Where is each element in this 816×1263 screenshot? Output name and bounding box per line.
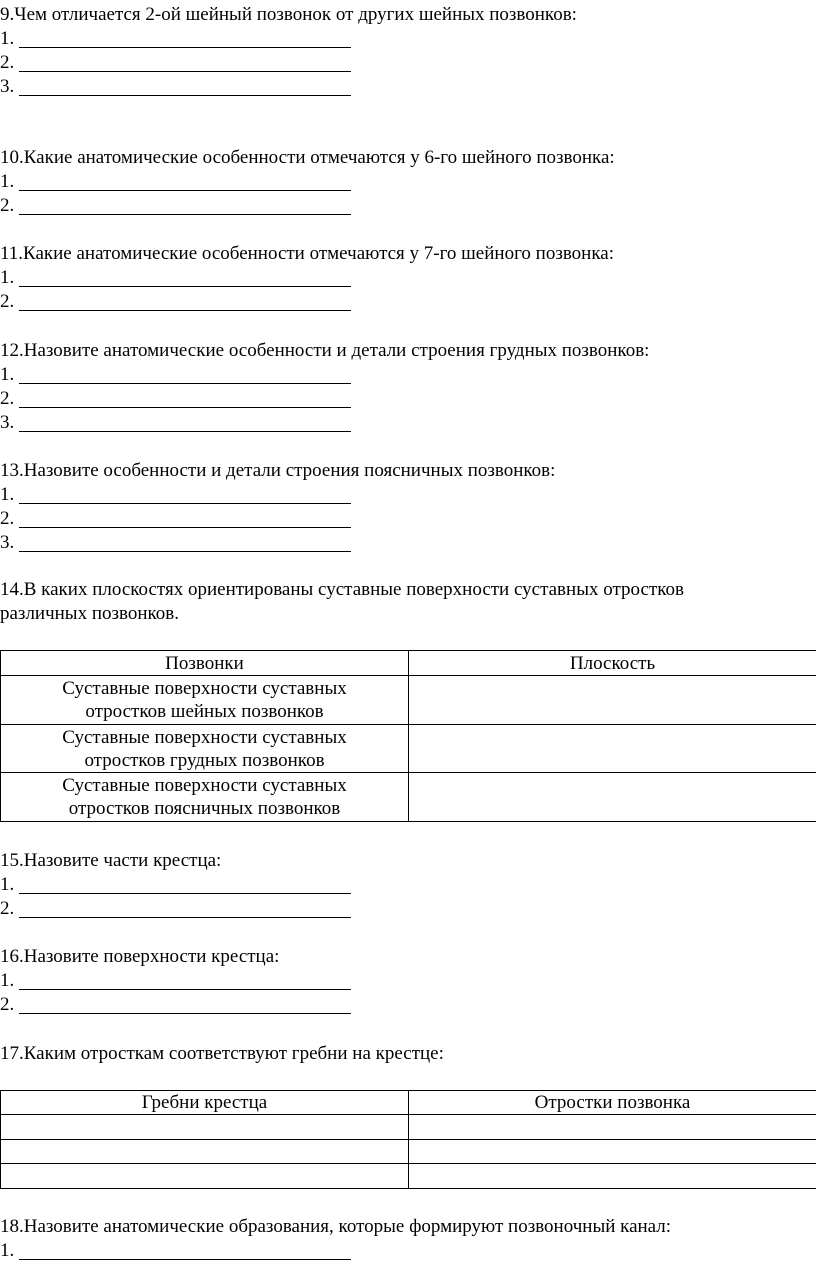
answer-number: 1. [0, 484, 15, 505]
column-header-sacral-crests: Гребни крестца [1, 1091, 409, 1115]
table-cell[interactable] [1, 1164, 409, 1189]
question-15: 15.Назовите части крестца: [0, 850, 222, 871]
question-10: 10.Какие анатомические особенности отмечаются у 6-го шейного позвонка: [0, 147, 615, 168]
table-cell[interactable] [1, 1140, 409, 1164]
column-header-vertebrae: Позвонки [1, 651, 409, 676]
table-header-row [1, 651, 816, 676]
table-cell-plane[interactable] [409, 773, 816, 822]
table-header-row [1, 1091, 816, 1115]
answer-number: 3. [0, 412, 15, 433]
answer-number: 2. [0, 291, 15, 312]
answer-number: 1. [0, 1240, 15, 1261]
table-row [1, 1115, 816, 1140]
table-row [1, 1140, 816, 1164]
question-18: 18.Назовите анатомические образования, которые формируют позвоночный канал: [0, 1216, 672, 1237]
column-header-vertebra-processes: Отростки позвонка [409, 1091, 816, 1115]
vertebrae-planes-table [0, 650, 816, 822]
answer-number: 1. [0, 874, 15, 895]
table-cell-plane[interactable] [409, 725, 816, 773]
answer-number: 2. [0, 388, 15, 409]
table-row [1, 1164, 816, 1189]
table-row [1, 773, 816, 822]
answer-number: 3. [0, 76, 15, 97]
answer-number: 2. [0, 898, 15, 919]
answer-number: 1. [0, 267, 15, 288]
table-cell-plane[interactable] [409, 676, 816, 725]
answer-number: 2. [0, 994, 15, 1015]
answer-number: 1. [0, 171, 15, 192]
table-cell-vertebrae: Суставные поверхности суставных отростков грудных позвонков [1, 725, 409, 773]
question-14-line-1: 14.В каких плоскостях ориентированы суставные поверхности суставных отростков [0, 579, 684, 600]
column-header-plane: Плоскость [409, 651, 816, 676]
question-14-line-2: различных позвонков. [0, 603, 179, 624]
sacral-crests-table [0, 1090, 816, 1189]
question-11: 11.Какие анатомические особенности отмечаются у 7-го шейного позвонка: [0, 243, 614, 264]
table-cell-vertebrae: Суставные поверхности суставных отростков шейных позвонков [1, 676, 409, 725]
answer-number: 3. [0, 532, 15, 553]
question-9: 9.Чем отличается 2-ой шейный позвонок от других шейных позвонков: [0, 4, 577, 25]
table-cell[interactable] [409, 1140, 816, 1164]
answer-number: 1. [0, 364, 15, 385]
table-row [1, 725, 816, 773]
table-cell[interactable] [409, 1115, 816, 1140]
table-row [1, 676, 816, 725]
table-cell[interactable] [409, 1164, 816, 1189]
answer-number: 2. [0, 195, 15, 216]
table-cell-vertebrae: Суставные поверхности суставных отростков поясничных позвонков [1, 773, 409, 822]
table-cell[interactable] [1, 1115, 409, 1140]
answer-number: 1. [0, 970, 15, 991]
question-16: 16.Назовите поверхности крестца: [0, 946, 280, 967]
answer-number: 1. [0, 28, 15, 49]
question-17: 17.Каким отросткам соответствуют гребни на крестце: [0, 1043, 444, 1064]
answer-number: 2. [0, 52, 15, 73]
answer-number: 2. [0, 508, 15, 529]
question-13: 13.Назовите особенности и детали строения поясничных позвонков: [0, 460, 556, 481]
question-12: 12.Назовите анатомические особенности и детали строения грудных позвонков: [0, 340, 650, 361]
